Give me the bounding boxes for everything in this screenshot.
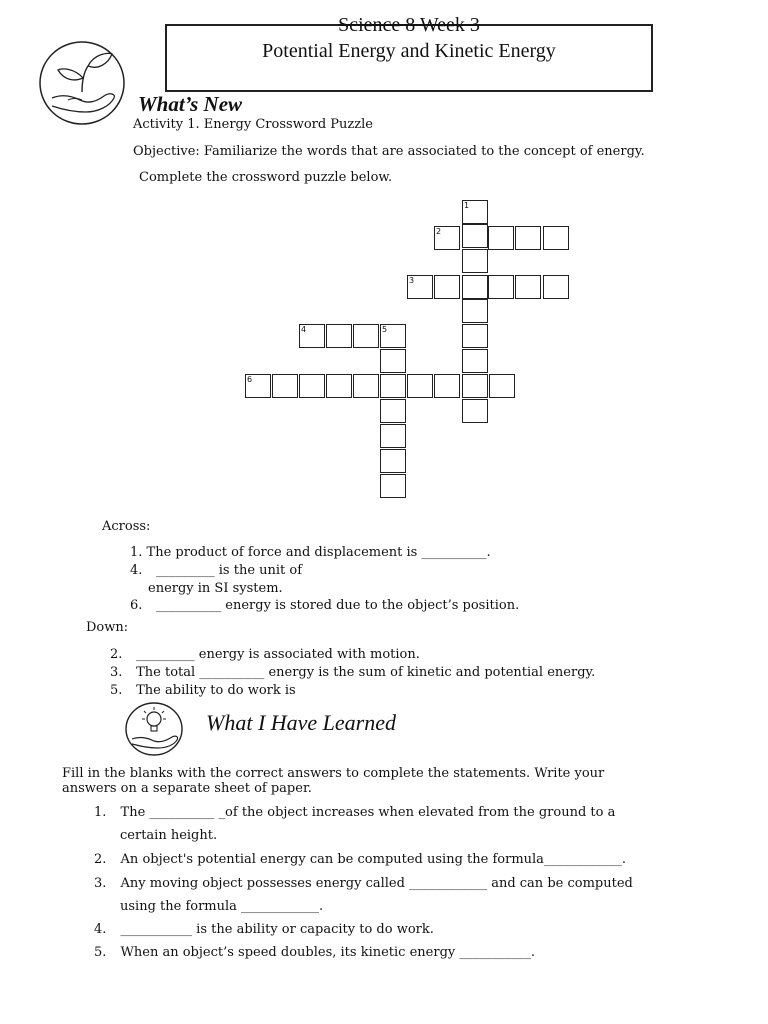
crossword-number-5: 5 (382, 325, 388, 334)
crossword-cell[interactable] (462, 275, 488, 299)
learned-item-4 (94, 921, 434, 938)
clue-number: 3. (110, 665, 123, 680)
clue-number: 4. (130, 563, 143, 578)
across-clue-4 (130, 562, 302, 579)
plant-in-hand-icon (38, 40, 126, 126)
crossword-cell[interactable] (488, 275, 514, 299)
crossword-cell[interactable] (380, 449, 406, 473)
crossword-cell[interactable] (543, 275, 569, 299)
clue-number: 6. (130, 598, 143, 613)
down-clue-3 (110, 664, 595, 681)
clue-text: __________ energy is stored due to the object’s position. (156, 598, 520, 613)
crossword-cell[interactable] (515, 226, 541, 250)
crossword-cell[interactable] (434, 275, 460, 299)
section-title-whats-new: What’s New (138, 92, 243, 116)
crossword-cell[interactable] (380, 399, 406, 423)
clue-number: 5. (110, 683, 123, 698)
crossword-cell[interactable] (488, 226, 514, 250)
clue-number: 1. (130, 545, 143, 560)
crossword-cell[interactable] (407, 374, 433, 398)
crossword-cell[interactable] (299, 374, 325, 398)
crossword-cell[interactable] (489, 374, 515, 398)
crossword-cell[interactable] (434, 374, 460, 398)
objective-text: Objective: Familiarize the words that are associated to the concept of energy. (133, 144, 645, 159)
crossword-cell[interactable] (326, 324, 352, 348)
item-number: 1. (94, 805, 107, 820)
across-clue-1 (130, 544, 491, 561)
item-number: 3. (94, 876, 107, 891)
across-clue-4-continued: energy in SI system. (148, 581, 283, 596)
across-label: Across: (102, 519, 151, 534)
learned-item-2 (94, 851, 626, 868)
learned-item-5 (94, 944, 535, 961)
learned-item-1-continued: certain height. (120, 828, 218, 843)
crossword-cell[interactable] (462, 349, 488, 373)
learned-item-3-continued: using the formula ____________. (120, 899, 324, 914)
instruction-text: Complete the crossword puzzle below. (139, 170, 393, 185)
item-text: The __________ _of the object increases when elevated from the ground to a (120, 805, 616, 820)
lightbulb-in-hand-icon (124, 701, 184, 757)
crossword-number-2: 2 (436, 227, 442, 236)
crossword-cell[interactable] (462, 399, 488, 423)
crossword-cell[interactable] (462, 224, 488, 248)
crossword-cell[interactable] (326, 374, 352, 398)
learned-item-3 (94, 875, 633, 892)
crossword-cell[interactable] (462, 374, 488, 398)
crossword-cell[interactable] (462, 249, 488, 273)
crossword-cell[interactable] (515, 275, 541, 299)
crossword-cell[interactable] (462, 299, 488, 323)
item-text: ___________ is the ability or capacity to do work. (120, 922, 434, 937)
activity-title: Activity 1. Energy Crossword Puzzle (133, 117, 373, 132)
crossword-cell[interactable] (380, 424, 406, 448)
item-text: An object's potential energy can be computed using the formula____________. (120, 852, 627, 867)
clue-number: 2. (110, 647, 123, 662)
item-number: 2. (94, 852, 107, 867)
crossword-cell[interactable] (380, 374, 406, 398)
learned-item-1 (94, 804, 615, 821)
crossword-cell[interactable] (353, 324, 379, 348)
section-title-what-i-have-learned: What I Have Learned (206, 710, 397, 735)
crossword-cell[interactable] (380, 474, 406, 498)
crossword-number-4: 4 (301, 325, 307, 334)
clue-text: The total __________ energy is the sum of kinetic and potential energy. (136, 665, 596, 680)
across-clue-6 (130, 597, 519, 614)
crossword-cell[interactable] (353, 374, 379, 398)
down-label: Down: (86, 620, 129, 635)
crossword-cell[interactable] (272, 374, 298, 398)
clue-text: The ability to do work is (136, 683, 296, 698)
crossword-cell[interactable] (380, 349, 406, 373)
crossword-cell[interactable] (543, 226, 569, 250)
clue-text: The product of force and displacement is __________. (146, 545, 491, 560)
clue-text: _________ energy is associated with motion. (136, 647, 420, 662)
learned-intro-line-1: Fill in the blanks with the correct answers to complete the statements. Write your (62, 766, 605, 781)
crossword-number-6: 6 (247, 375, 253, 384)
crossword-number-1: 1 (464, 201, 470, 210)
document-title-topic: Potential Energy and Kinetic Energy (262, 40, 556, 62)
item-text: When an object’s speed doubles, its kinetic energy ___________. (120, 945, 535, 960)
item-number: 5. (94, 945, 107, 960)
item-text: Any moving object possesses energy called ____________ and can be computed (120, 876, 633, 891)
learned-intro-line-2: answers on a separate sheet of paper. (62, 781, 312, 796)
down-clue-2 (110, 646, 420, 663)
down-clue-5 (110, 682, 296, 699)
crossword-cell[interactable] (462, 324, 488, 348)
crossword-number-3: 3 (409, 276, 415, 285)
document-title-week: Science 8 Week 3 (338, 14, 480, 36)
clue-text: _________ is the unit of (156, 563, 303, 578)
item-number: 4. (94, 922, 107, 937)
